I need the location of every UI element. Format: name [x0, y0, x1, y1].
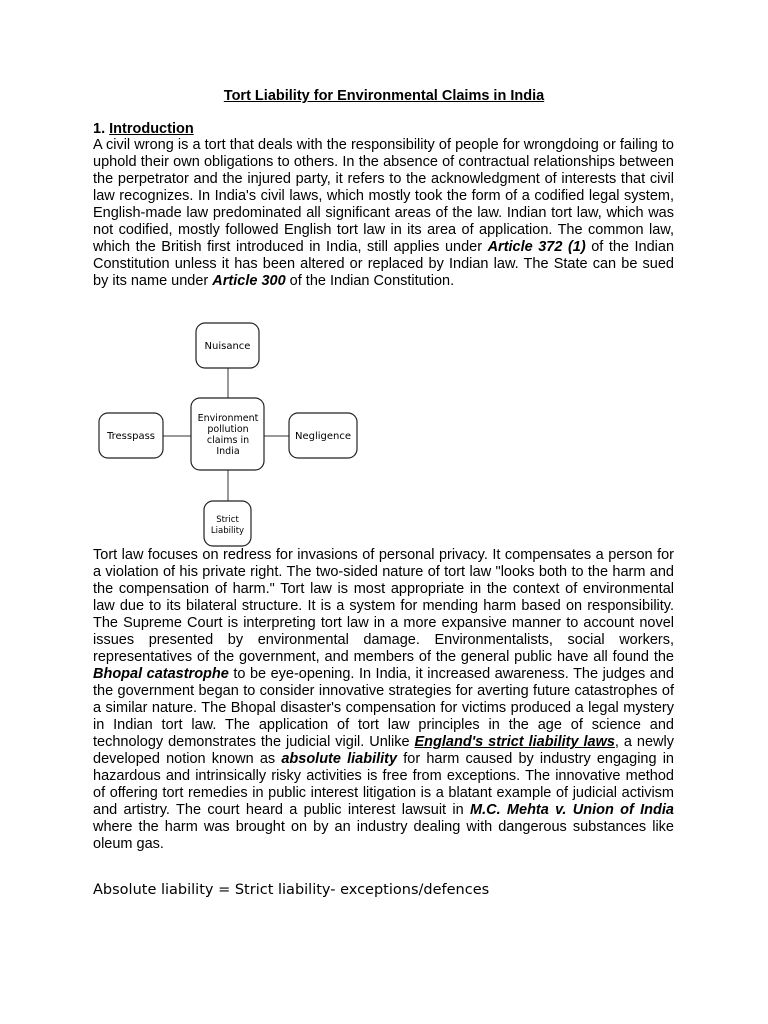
intro-paragraph: A civil wrong is a tort that deals with the responsibility of people for wrongdoing or failing to uphold their own obligations to others. In the absence of contractual relationships between the perpetrator and the injured party, it refers to the acknowledgment of interests that civil law recognizes. In India's civil laws, which mostly took the form of a codified legal system, English-made law predominated all significant areas of the law. Indian tort law, which was not codified, mostly followed English tort law in its area of application. The common law, which the British first introduced in India, still applies under Article 372 (1) of the Indian Constitution unless it has been altered or replaced by Indian law. The State can be sued by its name under Article 300 of the Indian Constitution.: [93, 137, 675, 289]
emphasis-text: M.C. Mehta v. Union of India: [470, 802, 674, 818]
tresspass-label: Tresspass: [107, 431, 155, 442]
center-line-2: pollution: [207, 424, 249, 435]
negligence-label: Negligence: [294, 431, 352, 442]
emphasis-text: Bhopal catastrophe: [93, 666, 229, 682]
tort-law-paragraph: Tort law focuses on redress for invasions of personal privacy. It compensates a person for a violation of his private right. The two-sided nature of tort law "looks both to the harm and the compensation of harm." Tort law is most appropriate in the context of environmental law due to its bilateral structure. It is a system for mending harm based on responsibility. The Supreme Court is interpreting tort law in a more expansive manner to account novel issues presented by environmental damage. Environmentalists, social workers, representatives of the government, and members of the general public have all found the Bhopal catastrophe to be eye-opening. In India, it increased awareness. The judges and the government began to consider innovative strategies for averting future catastrophes of a similar nature. The Bhopal disaster's compensation for victims produced a legal mystery in Indian tort law. The application of tort law principles in the age of science and technology demonstrates the judicial vigil. Unlike England's strict liability laws, a newly developed notion known as absolute liability for harm caused by industry engaging in hazardous and intrinsically risky activities is free from exceptions. The innovative method of offering tort remedies in public interest litigation is a blatant example of judicial activism and artistry. The court heard a public interest lawsuit in M.C. Mehta v. Union of India where the harm was brought on by an industry dealing with dangerous substances like oleum gas.: [93, 547, 675, 852]
strict-label-2: Liability: [210, 526, 245, 536]
nuisance-label: Nuisance: [204, 341, 251, 352]
strict-label-1: Strict: [216, 515, 239, 525]
diagram-node-strict-liability: [204, 501, 251, 546]
emphasis-text: Article 300: [212, 273, 286, 289]
liability-formula: Absolute liability = Strict liability- exceptions/defences: [93, 882, 490, 898]
section-heading: [93, 121, 194, 137]
center-line-1: Environment: [197, 413, 259, 424]
document-title: Tort Liability for Environmental Claims in India: [223, 88, 545, 104]
diagram-node-negligence: [289, 413, 357, 458]
diagram-center-node: [191, 398, 264, 470]
emphasis-text: absolute liability: [281, 751, 398, 767]
emphasis-text: Article 372 (1): [487, 239, 586, 255]
diagram-node-tresspass: [99, 413, 163, 458]
section-number: 1.: [93, 121, 106, 137]
tort-diagram: [93, 318, 373, 550]
diagram-node-nuisance: [196, 323, 259, 368]
center-line-4: India: [216, 446, 240, 457]
emphasis-text: England's strict liability laws: [414, 734, 615, 750]
section-title: Introduction: [109, 121, 194, 137]
center-line-3: claims in: [206, 435, 250, 446]
